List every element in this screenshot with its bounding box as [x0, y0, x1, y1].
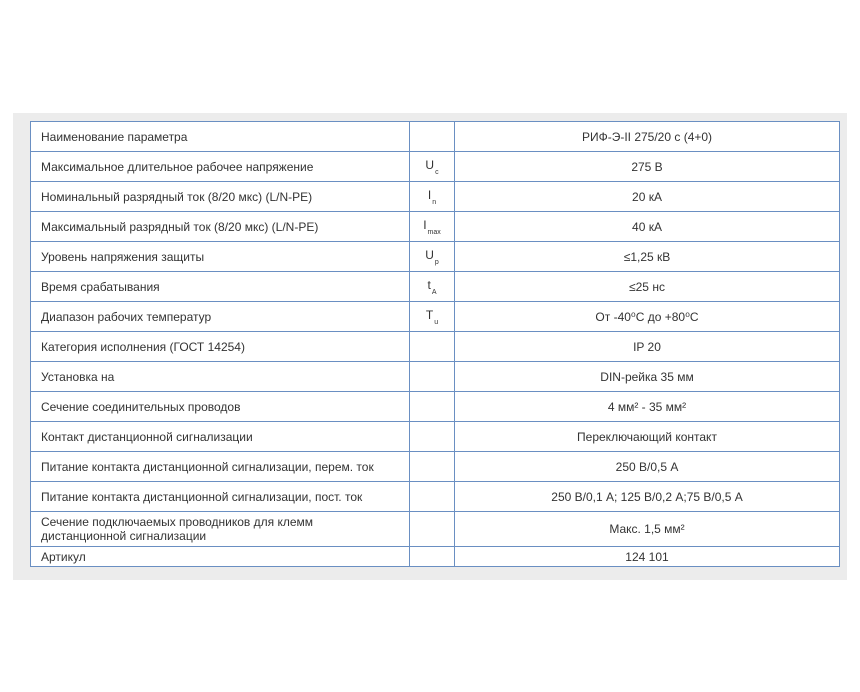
param-value: 40 кА: [455, 212, 840, 242]
symbol-subscript: p: [434, 259, 439, 266]
param-name-line: дистанционной сигнализации: [41, 529, 207, 543]
table-row: [31, 182, 840, 212]
param-name: Артикул: [31, 547, 410, 567]
param-value: РИФ-Э-II 275/20 с (4+0): [455, 122, 840, 152]
table-row: [31, 122, 840, 152]
table-row: [31, 152, 840, 182]
table-row: [31, 272, 840, 302]
table-row: [31, 302, 840, 332]
param-name: [31, 512, 410, 547]
param-symbol: [410, 152, 455, 182]
param-name: Питание контакта дистанционной сигнализации, пост. ток: [31, 482, 410, 512]
param-value: Переключающий контакт: [455, 422, 840, 452]
param-symbol: [410, 212, 455, 242]
param-symbol: [410, 482, 455, 512]
param-name: Время срабатывания: [31, 272, 410, 302]
table-row: [31, 452, 840, 482]
symbol-letter: I: [427, 188, 432, 202]
symbol-subscript: n: [432, 199, 437, 206]
param-symbol: [410, 512, 455, 547]
param-symbol: [410, 272, 455, 302]
table-row: [31, 512, 840, 547]
spec-table: [30, 121, 840, 567]
param-name: Питание контакта дистанционной сигнализации, перем. ток: [31, 452, 410, 482]
param-symbol: [410, 332, 455, 362]
param-value: Макс. 1,5 мм²: [455, 512, 840, 547]
param-value: 20 кА: [455, 182, 840, 212]
symbol-subscript: max: [427, 229, 441, 236]
param-name: Максимальный разрядный ток (8/20 мкс) (L/N-PE): [31, 212, 410, 242]
param-name: Номинальный разрядный ток (8/20 мкс) (L/N-PE): [31, 182, 410, 212]
param-value: DIN-рейка 35 мм: [455, 362, 840, 392]
param-value: IP 20: [455, 332, 840, 362]
param-symbol: [410, 122, 455, 152]
param-symbol: [410, 182, 455, 212]
param-name: Установка на: [31, 362, 410, 392]
table-row: [31, 547, 840, 567]
param-value: 124 101: [455, 547, 840, 567]
param-value: ≤1,25 кВ: [455, 242, 840, 272]
param-name: Контакт дистанционной сигнализации: [31, 422, 410, 452]
param-symbol: [410, 547, 455, 567]
param-value: 250 В/0,1 А; 125 В/0,2 А;75 В/0,5 А: [455, 482, 840, 512]
table-row: [31, 482, 840, 512]
param-symbol: [410, 422, 455, 452]
table-row: [31, 362, 840, 392]
param-name: Категория исполнения (ГОСТ 14254): [31, 332, 410, 362]
table-row: [31, 212, 840, 242]
symbol-letter: T: [425, 308, 434, 322]
symbol-letter: t: [427, 278, 431, 292]
param-name: Уровень напряжения защиты: [31, 242, 410, 272]
param-symbol: [410, 242, 455, 272]
table-row: [31, 392, 840, 422]
table-row: [31, 332, 840, 362]
table-row: [31, 422, 840, 452]
param-value: 250 В/0,5 А: [455, 452, 840, 482]
param-value: 275 В: [455, 152, 840, 182]
param-name-line: Сечение подключаемых проводников для клемм: [41, 515, 314, 529]
symbol-subscript: u: [434, 319, 439, 326]
symbol-letter: U: [425, 158, 435, 172]
param-symbol: [410, 392, 455, 422]
param-name: Наименование параметра: [31, 122, 410, 152]
param-name: Сечение соединительных проводов: [31, 392, 410, 422]
param-value: 4 мм² - 35 мм²: [455, 392, 840, 422]
table-row: [31, 242, 840, 272]
param-symbol: [410, 362, 455, 392]
symbol-subscript: c: [435, 169, 439, 176]
symbol-letter: U: [425, 248, 434, 262]
param-name: Диапазон рабочих температур: [31, 302, 410, 332]
param-value: От -40⁰С до +80⁰С: [455, 302, 840, 332]
param-symbol: [410, 452, 455, 482]
param-symbol: [410, 302, 455, 332]
param-value: ≤25 нс: [455, 272, 840, 302]
symbol-subscript: A: [431, 289, 437, 296]
param-name: Максимальное длительное рабочее напряжение: [31, 152, 410, 182]
symbol-letter: I: [423, 218, 427, 232]
